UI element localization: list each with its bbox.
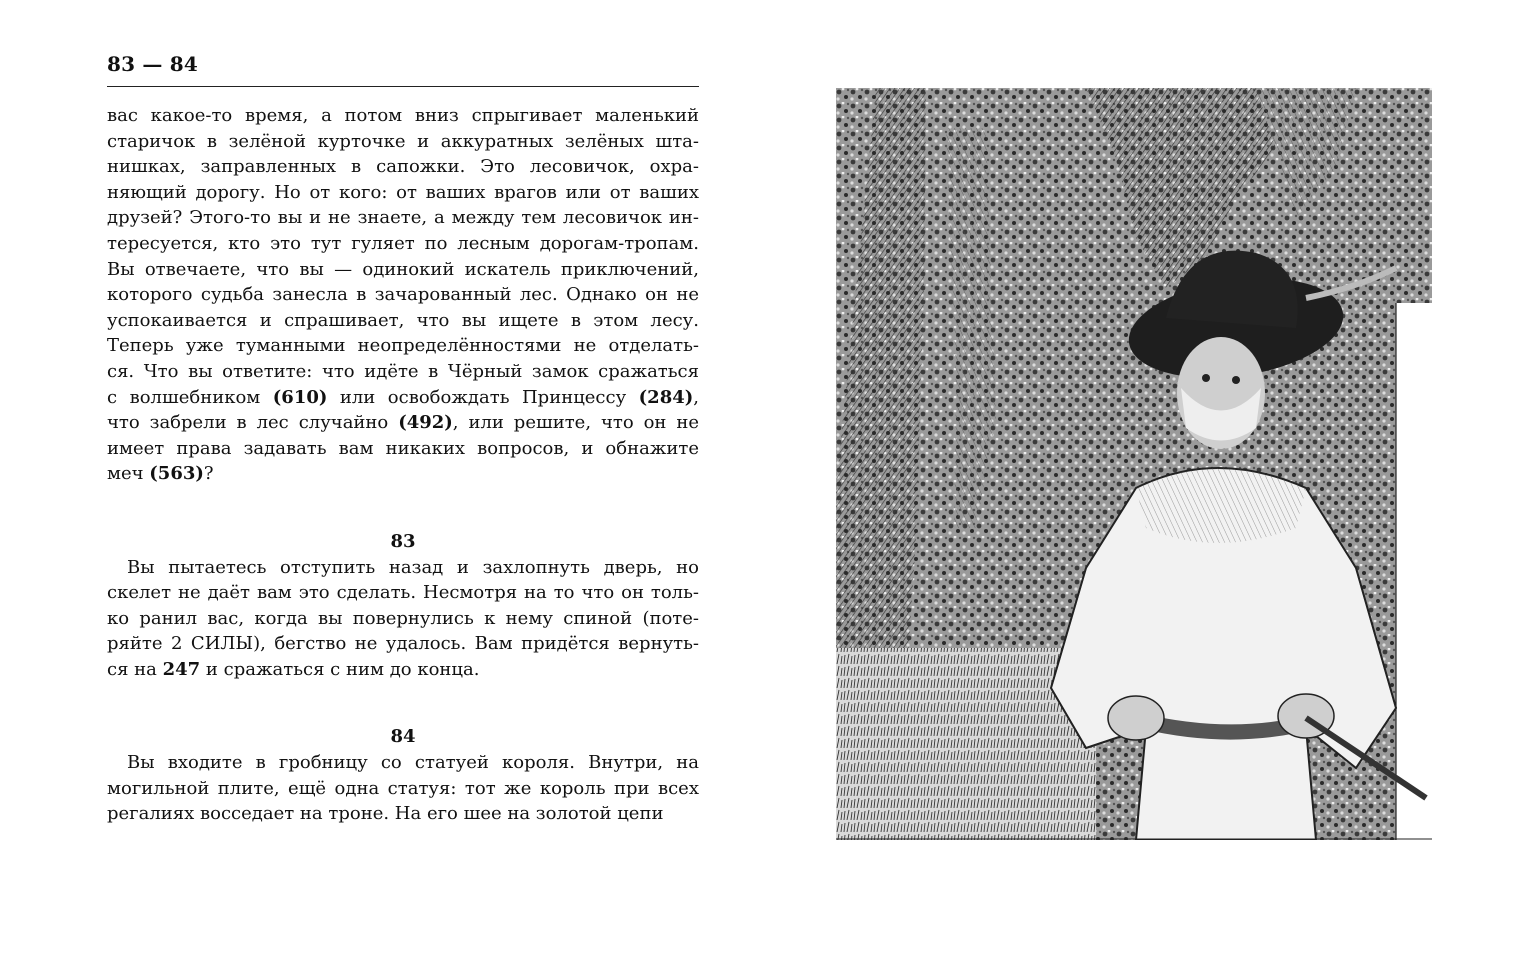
text-line: [107, 282, 699, 308]
left-page: [107, 50, 699, 827]
text-run: что забрели в лес случайно: [107, 412, 399, 434]
text-line: [107, 631, 699, 657]
text-line: [107, 410, 699, 436]
running-head: 83 — 84: [107, 50, 699, 87]
text-run: ?: [203, 463, 214, 485]
text-run: друзей? Этого-то вы и не знаете, а между тем лесовичок ин-: [107, 207, 699, 229]
section-number-84: 84: [390, 726, 416, 748]
text-line: [107, 750, 699, 776]
illustration-drawing: [836, 88, 1432, 840]
text-line: [107, 580, 699, 606]
text-run: и сражаться с ним до конца.: [200, 658, 480, 680]
text-run: Вы пытаетесь отступить назад и захлопнуть дверь, но: [127, 556, 699, 578]
text-line: [107, 359, 699, 385]
text-run: , или решите, что он не: [452, 412, 699, 434]
text-line: [107, 103, 699, 129]
text-run: ,: [693, 386, 699, 408]
text-run: тересуется, кто это тут гуляет по лесным дорогам-тропам.: [107, 232, 699, 254]
section-84-text: [107, 750, 699, 827]
text-line: [107, 385, 699, 411]
text-run: меч: [107, 463, 150, 485]
text-line: [107, 657, 699, 683]
text-run: которого судьба занесла в зачарованный лес. Однако он не: [107, 284, 699, 306]
section-number-83: 83: [390, 530, 416, 552]
text-run: имеет права задавать вам никаких вопросов, и обнажите: [107, 437, 699, 459]
text-run: Вы отвечаете, что вы — одинокий искатель приключений,: [107, 258, 699, 280]
text-run: или освобождать Принцессу: [327, 386, 639, 408]
continuation-paragraph: [107, 103, 699, 487]
text-line: [107, 231, 699, 257]
text-run: с волшебником: [107, 386, 273, 408]
text-line: [107, 129, 699, 155]
text-run: Вы входите в гробницу со статуей короля. Внутри, на: [127, 752, 699, 774]
text-line: [107, 205, 699, 231]
text-run: регалиях восседает на троне. На его шее на золотой цепи: [107, 803, 664, 825]
text-run: старичок в зелёной курточке и аккуратных зелёных шта-: [107, 130, 699, 152]
text-line: [107, 555, 699, 581]
text-run: успокаивается и спрашивает, что вы ищете в этом лесу.: [107, 309, 699, 331]
text-line: [107, 257, 699, 283]
section-reference: (610): [272, 386, 328, 408]
section-reference: (492): [398, 412, 453, 434]
text-line: [107, 776, 699, 802]
text-run: могильной плите, ещё одна статуя: тот же король при всех: [107, 777, 699, 799]
section-84-lines: [107, 750, 699, 827]
text-run: няющий дорогу. Но от кого: от ваших врагов или от ваших: [107, 181, 699, 203]
text-run: Теперь уже туманными неопределённостями не отделать-: [107, 335, 699, 357]
continuation-lines: [107, 103, 699, 487]
text-run: вас какое-то время, а потом вниз спрыгивает маленький: [107, 105, 699, 126]
section-83-text: [107, 555, 699, 683]
text-run: ся. Что вы ответите: что идёте в Чёрный замок сражаться: [107, 360, 699, 382]
text-line: [107, 180, 699, 206]
text-line: [107, 606, 699, 632]
text-run: нишках, заправленных в сапожки. Это лесовичок, охра-: [107, 156, 699, 178]
text-line: [107, 333, 699, 359]
section-reference: (284): [638, 386, 694, 408]
text-run: ко ранил вас, когда вы повернулись к нему спиной (поте-: [107, 607, 699, 629]
text-line: [107, 436, 699, 462]
section-reference: (563): [149, 463, 204, 485]
section-83-lines: [107, 555, 699, 683]
text-line: [107, 308, 699, 334]
text-line: [107, 154, 699, 180]
text-line: [107, 461, 699, 487]
text-run: скелет не даёт вам это сделать. Несмотря на то что он толь-: [107, 582, 699, 604]
text-run: ряйте 2 СИЛЫ), бегство не удалось. Вам придётся вернуть-: [107, 633, 699, 655]
forest-gnome-illustration: [836, 88, 1432, 840]
text-line: [107, 801, 699, 827]
section-reference: 247: [162, 658, 201, 680]
text-run: ся на: [107, 658, 163, 680]
